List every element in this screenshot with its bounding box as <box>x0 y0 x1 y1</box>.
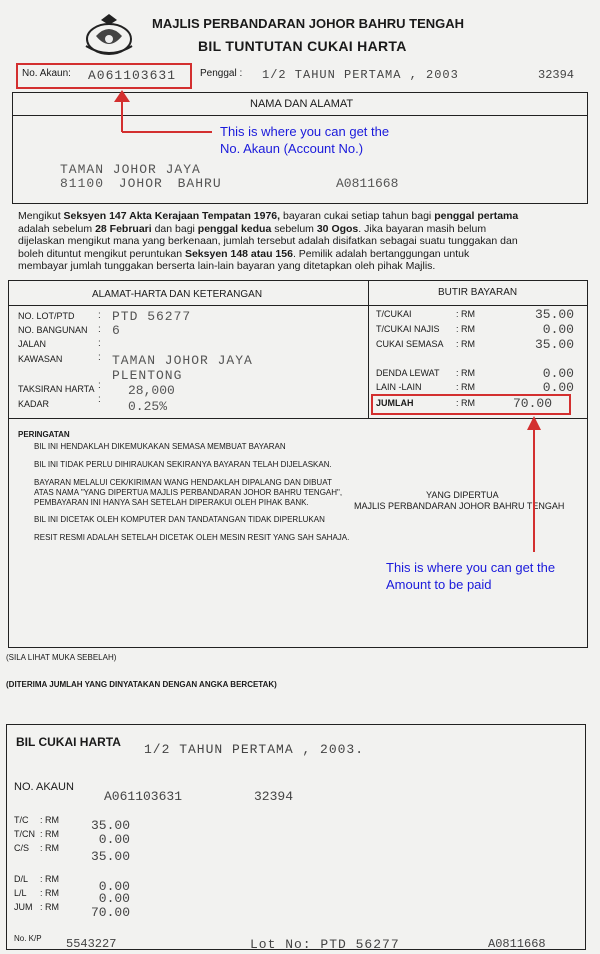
payment-label: DENDA LEWAT <box>376 368 440 378</box>
notice-line-5: membayar jumlah tunggakan berserta lain-lain bayaran yang ditetapkan oleh pihak Majlis. <box>18 260 436 273</box>
rate-label: KADAR <box>18 399 50 409</box>
property-colons: : : : : : : <box>98 310 101 405</box>
slip-period: 1/2 TAHUN PERTAMA , 2003. <box>144 742 365 757</box>
payment-row <box>376 323 576 337</box>
currency-label: : RM <box>456 309 475 319</box>
currency-label: : RM <box>40 874 59 884</box>
notice-act: Seksyen 147 Akta Kerajaan Tempatan 1976, <box>63 210 281 222</box>
slip-label: D/L <box>14 874 29 884</box>
notice-text-5: sebelum <box>271 222 317 235</box>
slip-ic-value: 5543227 <box>66 937 117 951</box>
slip-label: T/C <box>14 815 29 825</box>
account-label: No. Akaun: <box>22 68 71 79</box>
account-arrow <box>108 88 218 138</box>
slip-label: L/L <box>14 888 27 898</box>
notice-line-3: dijelaskan mengikut mana yang berkenaan, jumlah tersebut adalah disifatkan sebagai suatu tunggakan dan <box>18 235 518 248</box>
amount-annotation-line-1: This is where you can get the <box>386 560 556 575</box>
payment-heading: BUTIR BAYARAN <box>438 287 518 298</box>
payment-label: LAIN -LAIN <box>376 382 422 392</box>
rate-value: 0.25% <box>128 399 168 414</box>
valuation-value: 28,000 <box>128 383 175 398</box>
payment-label: T/CUKAI NAJIS <box>376 324 440 334</box>
note-5: RESIT RESMI ADALAH SETELAH DICETAK OLEH MESIN RESIT YANG SAH SAHAJA. <box>34 533 350 542</box>
note-3c: PEMBAYARAN INI HANYA SAH SETELAH DIPERAKUI OLEH PIHAK BANK. <box>34 498 309 507</box>
amount-arrow <box>524 414 544 554</box>
note-1: BIL INI HENDAKLAH DIKEMUKAKAN SEMASA MEMBUAT BAYARAN <box>34 442 286 451</box>
notice-text-6: . Jika bayaran masih belum <box>358 222 487 235</box>
slip-amount: 35.00 <box>90 849 130 864</box>
payment-amount: 0.00 <box>542 366 574 381</box>
payment-amount: 35.00 <box>534 337 574 352</box>
currency-label: : RM <box>456 368 475 378</box>
account-annotation-line-1: This is where you can get the <box>220 124 390 139</box>
slip-row <box>14 829 134 847</box>
bill-title: BIL TUNTUTAN CUKAI HARTA <box>198 38 407 54</box>
valuation-label: TAKSIRAN HARTA <box>18 384 95 394</box>
lot-label: NO. LOT/PTD <box>18 311 75 321</box>
payment-row <box>376 308 576 322</box>
period-value: 1/2 TAHUN PERTAMA , 2003 <box>262 68 459 82</box>
notice-text-8: . Pemilik adalah bertanggungan untuk <box>292 247 470 260</box>
slip-title: BIL CUKAI HARTA <box>16 735 121 749</box>
received-note: (DITERIMA JUMLAH YANG DINYATAKAN DENGAN ANGKA BERCETAK) <box>6 680 277 689</box>
currency-label: : RM <box>456 382 475 392</box>
currency-label: : RM <box>40 843 59 853</box>
account-annotation-line-2: No. Akaun (Account No.) <box>220 141 364 156</box>
currency-label: : RM <box>40 888 59 898</box>
signatory-title: YANG DIPERTUA <box>426 490 499 500</box>
address-line-1: TAMAN JOHOR JAYA <box>60 162 201 177</box>
slip-row <box>14 888 134 906</box>
payment-amount: 0.00 <box>542 322 574 337</box>
total-amount: 70.00 <box>512 396 552 411</box>
slip-label: T/CN <box>14 829 35 839</box>
payment-label: CUKAI SEMASA <box>376 339 444 349</box>
bill-code: 32394 <box>538 68 575 82</box>
slip-amount: 0.00 <box>98 832 130 847</box>
slip-lot: Lot No: PTD 56277 <box>250 937 400 952</box>
notice-text-7: boleh dituntut mengikut peruntukan <box>18 247 185 260</box>
currency-label: : RM <box>40 902 59 912</box>
currency-label: : RM <box>40 815 59 825</box>
total-label: JUMLAH <box>376 398 414 408</box>
see-overleaf: (SILA LIHAT MUKA SEBELAH) <box>6 653 117 662</box>
notice-deadline-2: 30 Ogos <box>316 222 359 235</box>
address-line-2: 81100 JOHOR BAHRU <box>60 176 222 191</box>
building-value: 6 <box>112 323 120 338</box>
signatory-org: MAJLIS PERBANDARAN JOHOR BAHRU TENGAH <box>354 501 565 511</box>
area-value-1: TAMAN JOHOR JAYA <box>112 353 253 368</box>
payment-row <box>376 367 576 381</box>
notice-text-2: bayaran cukai setiap tahun bagi <box>280 210 435 222</box>
notice-sections: Seksyen 148 atau 156 <box>184 247 293 260</box>
property-heading: ALAMAT-HARTA DAN KETERANGAN <box>92 289 263 300</box>
slip-label: JUM <box>14 902 33 912</box>
amount-annotation-line-2: Amount to be paid <box>386 577 492 592</box>
currency-label: : RM <box>456 324 475 334</box>
building-label: NO. BANGUNAN <box>18 325 88 335</box>
notice-text-3: adalah sebelum <box>18 222 96 235</box>
note-4: BIL INI DICETAK OLEH KOMPUTER DAN TANDATANGAN TIDAK DIPERLUKAN <box>34 515 325 524</box>
address-ref: A0811668 <box>336 176 399 191</box>
road-label: JALAN <box>18 339 47 349</box>
slip-ref: A0811668 <box>488 937 546 951</box>
payment-label: T/CUKAI <box>376 309 412 319</box>
amount-highlight <box>371 394 571 415</box>
slip-row <box>14 815 134 833</box>
area-label: KAWASAN <box>18 354 63 364</box>
payment-amount: 35.00 <box>534 307 574 322</box>
notice-deadline-1: 28 Februari <box>95 222 152 235</box>
slip-label: C/S <box>14 843 30 853</box>
account-highlight <box>16 63 192 89</box>
notice-text-1: Mengikut <box>18 210 64 222</box>
slip-ic-label: No. K/P <box>14 934 42 943</box>
slip-account-label: NO. AKAUN <box>14 781 74 793</box>
period-label: Penggal : <box>200 68 243 79</box>
payment-row <box>376 338 576 352</box>
currency-label: : RM <box>456 398 475 408</box>
slip-amount: 35.00 <box>90 818 130 833</box>
council-crest-icon <box>78 10 140 60</box>
slip-row-total <box>14 902 134 920</box>
note-3a: BAYARAN MELALUI CEK/KIRIMAN WANG HENDAKLAH DIPALANG DAN DIBUAT <box>34 478 332 487</box>
account-value: A061103631 <box>88 68 177 83</box>
slip-row <box>14 843 134 864</box>
slip-amount: 0.00 <box>98 891 130 906</box>
slip-amount: 0.00 <box>98 879 130 894</box>
slip-total: 70.00 <box>90 905 130 920</box>
currency-label: : RM <box>40 829 59 839</box>
notice-paragraph <box>18 210 586 273</box>
area-value-2: PLENTONG <box>112 368 183 383</box>
notice-text-4: dan bagi <box>151 222 198 235</box>
address-heading: NAMA DAN ALAMAT <box>250 98 354 110</box>
payment-amount: 0.00 <box>542 380 574 395</box>
notice-second-term: penggal kedua <box>197 222 272 235</box>
slip-code: 32394 <box>254 789 294 804</box>
notice-first-term: penggal pertama <box>434 210 519 222</box>
council-name: MAJLIS PERBANDARAN JOHOR BAHRU TENGAH <box>152 16 465 31</box>
currency-label: : RM <box>456 339 475 349</box>
note-2: BIL INI TIDAK PERLU DIHIRAUKAN SEKIRANYA BAYARAN TELAH DIJELASKAN. <box>34 460 332 469</box>
note-3b: ATAS NAMA "YANG DIPERTUA MAJLIS PERBANDARAN JOHOR BAHRU TENGAH", <box>34 488 343 497</box>
lot-value: PTD 56277 <box>112 309 192 324</box>
slip-account-value: A061103631 <box>104 789 183 804</box>
notes-heading: PERINGATAN <box>18 430 70 439</box>
payment-row <box>376 381 576 395</box>
